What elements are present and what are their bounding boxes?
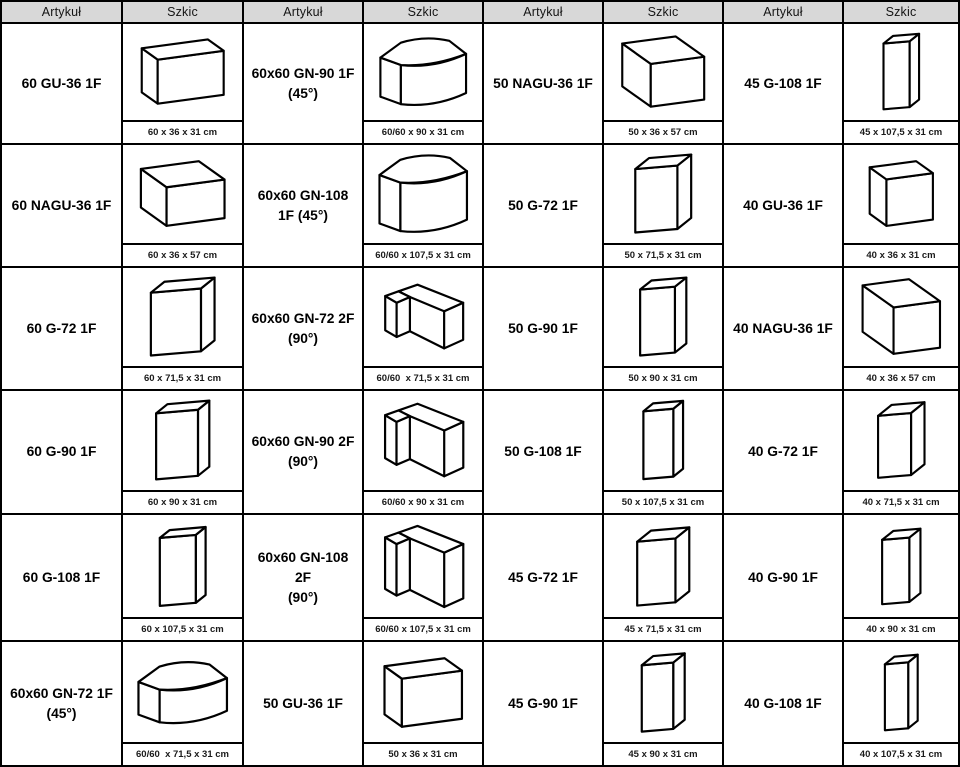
article-code <box>252 432 355 472</box>
article-cell <box>724 24 844 145</box>
article-cell <box>484 145 604 268</box>
article-cell <box>244 391 364 515</box>
article-code <box>23 568 100 588</box>
article-code-line: 60x60 GN-90 1F <box>251 65 355 81</box>
sketch-drawing-area <box>123 145 242 243</box>
article-code-line: 60 G-72 1F <box>26 320 97 336</box>
article-code-line: 60x60 GN-72 1F <box>10 685 113 701</box>
cabinet-sketch-icon <box>366 644 480 741</box>
sketch-dimensions: 60 x 36 x 57 cm <box>123 243 242 266</box>
article-cell <box>2 24 123 145</box>
sketch-cell <box>604 642 724 767</box>
article-code <box>504 442 581 462</box>
cabinet-sketch-icon <box>125 392 240 488</box>
sketch-drawing-area <box>364 515 482 617</box>
sketch-drawing-area <box>844 24 958 120</box>
article-code-line: 40 G-72 1F <box>748 444 818 459</box>
cabinet-sketch-icon <box>606 25 720 118</box>
sketch-cell <box>844 145 960 268</box>
article-code-line: 40 NAGU-36 1F <box>733 320 833 336</box>
article-cell <box>2 391 123 515</box>
article-code-line: 45 G-90 1F <box>508 695 578 711</box>
article-cell <box>2 642 123 767</box>
cabinet-sketch-icon <box>125 644 240 741</box>
article-cell <box>484 391 604 515</box>
sketch-drawing-area <box>604 145 722 243</box>
article-cell <box>724 268 844 391</box>
sketch-drawing-area <box>364 145 482 243</box>
sketch-dimensions: 40 x 107,5 x 31 cm <box>844 742 958 765</box>
article-code <box>744 74 821 94</box>
cabinet-sketch-icon <box>846 517 957 616</box>
article-code-line: 60 GU-36 1F <box>21 75 102 91</box>
sketch-drawing-area <box>364 268 482 366</box>
cabinet-sketch-icon <box>606 644 720 741</box>
article-code-line: 60 G-90 1F <box>26 444 97 459</box>
sketch-dimensions: 40 x 36 x 57 cm <box>844 366 958 389</box>
cabinet-sketch-icon <box>846 392 957 488</box>
cabinet-sketch-icon <box>846 269 957 364</box>
article-code-line: 50 G-90 1F <box>508 320 578 336</box>
sketch-cell <box>844 515 960 642</box>
article-code-line: (90°) <box>287 589 319 605</box>
cabinet-sketch-icon <box>606 269 720 364</box>
sketch-dimensions: 40 x 71,5 x 31 cm <box>844 490 958 513</box>
article-code-line: 50 NAGU-36 1F <box>493 75 593 91</box>
cabinet-sketch-icon <box>366 146 480 241</box>
article-code-line: 45 G-108 1F <box>744 75 822 91</box>
sketch-dimensions: 60/60 x 90 x 31 cm <box>364 120 482 143</box>
article-cell <box>244 24 364 145</box>
article-code-line: (45°) <box>46 705 77 721</box>
article-code-line: (90°) <box>287 454 319 469</box>
column-header-article: Artykuł <box>244 2 364 24</box>
column-header-article: Artykuł <box>2 2 123 24</box>
cabinet-sketch-icon <box>606 146 720 241</box>
cabinet-sketch-icon <box>606 517 720 616</box>
sketch-cell <box>123 268 244 391</box>
sketch-cell <box>604 145 724 268</box>
article-code-line: 60 G-108 1F <box>22 569 101 585</box>
sketch-cell <box>364 642 484 767</box>
sketch-drawing-area <box>604 391 722 490</box>
article-code-line: 40 G-108 1F <box>744 695 822 711</box>
article-cell <box>2 268 123 391</box>
article-code-line: (90°) <box>287 330 319 346</box>
sketch-cell <box>123 515 244 642</box>
sketch-dimensions: 60/60 x 71,5 x 31 cm <box>364 366 482 389</box>
sketch-dimensions: 60/60 x 107,5 x 31 cm <box>364 617 482 640</box>
sketch-cell <box>844 642 960 767</box>
article-code <box>508 196 578 216</box>
sketch-cell <box>844 268 960 391</box>
sketch-drawing-area <box>844 145 958 243</box>
sketch-dimensions: 60/60 x 71,5 x 31 cm <box>123 742 242 765</box>
sketch-dimensions: 60/60 x 90 x 31 cm <box>364 490 482 513</box>
column-header-sketch: Szkic <box>604 2 724 24</box>
article-cell <box>484 642 604 767</box>
sketch-cell <box>364 515 484 642</box>
sketch-cell <box>364 24 484 145</box>
article-code <box>12 196 112 216</box>
sketch-cell <box>844 391 960 515</box>
article-code-line: 45 G-72 1F <box>508 569 578 585</box>
article-cell <box>244 145 364 268</box>
sketch-drawing-area <box>364 391 482 490</box>
article-code-line: 60x60 GN-108 <box>257 549 349 565</box>
cabinet-sketch-icon <box>125 517 240 616</box>
sketch-dimensions: 50 x 36 x 31 cm <box>364 742 482 765</box>
article-code-line: 60 NAGU-36 1F <box>11 197 112 213</box>
sketch-cell <box>123 642 244 767</box>
sketch-dimensions: 60 x 71,5 x 31 cm <box>123 366 242 389</box>
sketch-dimensions: 60 x 36 x 31 cm <box>123 120 242 143</box>
article-code <box>22 74 102 94</box>
sketch-dimensions: 60 x 107,5 x 31 cm <box>123 617 242 640</box>
sketch-dimensions: 50 x 36 x 57 cm <box>604 120 722 143</box>
column-header-sketch: Szkic <box>364 2 484 24</box>
sketch-drawing-area <box>604 642 722 742</box>
sketch-drawing-area <box>844 642 958 742</box>
article-code-line: 60x60 GN-90 2F <box>251 434 355 449</box>
article-code <box>748 442 818 462</box>
sketch-drawing-area <box>364 642 482 742</box>
sketch-cell <box>123 145 244 268</box>
article-code <box>258 186 349 226</box>
sketch-drawing-area <box>604 24 722 120</box>
article-code <box>27 319 97 339</box>
article-code-line: 50 G-108 1F <box>504 444 582 459</box>
sketch-cell <box>604 515 724 642</box>
sketch-dimensions: 60 x 90 x 31 cm <box>123 490 242 513</box>
article-code-line: (45°) <box>287 85 319 101</box>
article-cell <box>724 642 844 767</box>
sketch-drawing-area <box>123 515 242 617</box>
article-code <box>263 694 343 714</box>
cabinet-sketch-icon <box>606 392 720 488</box>
sketch-drawing-area <box>123 642 242 742</box>
sketch-cell <box>364 145 484 268</box>
article-code-line: 50 G-72 1F <box>508 197 578 213</box>
sketch-cell <box>844 24 960 145</box>
article-code <box>748 568 818 588</box>
cabinet-sketch-icon <box>846 146 957 241</box>
article-code <box>252 309 355 349</box>
sketch-dimensions: 40 x 36 x 31 cm <box>844 243 958 266</box>
sketch-cell <box>123 24 244 145</box>
article-code <box>10 684 113 724</box>
article-code-line: 50 GU-36 1F <box>263 695 343 711</box>
sketch-drawing-area <box>844 515 958 617</box>
article-code-line: 40 G-90 1F <box>748 569 818 585</box>
sketch-drawing-area <box>123 268 242 366</box>
article-code <box>508 319 578 339</box>
article-code-line: 1F (45°) <box>277 207 328 223</box>
article-code-line: 60x60 GN-72 2F <box>251 310 355 326</box>
article-cell <box>724 515 844 642</box>
sketch-dimensions: 50 x 71,5 x 31 cm <box>604 243 722 266</box>
article-cell <box>724 145 844 268</box>
sketch-dimensions: 40 x 90 x 31 cm <box>844 617 958 640</box>
cabinet-sketch-icon <box>366 517 480 616</box>
article-cell <box>244 268 364 391</box>
article-cell <box>2 145 123 268</box>
article-code-line: 40 GU-36 1F <box>743 197 823 213</box>
sketch-dimensions: 45 x 90 x 31 cm <box>604 742 722 765</box>
cabinet-sketch-icon <box>125 269 240 364</box>
article-code-line: 60x60 GN-108 <box>257 187 349 203</box>
article-code <box>27 442 97 462</box>
sketch-cell <box>604 268 724 391</box>
sketch-drawing-area <box>364 24 482 120</box>
article-cell <box>244 515 364 642</box>
sketch-cell <box>364 391 484 515</box>
cabinet-sketch-icon <box>366 392 480 488</box>
sketch-drawing-area <box>604 515 722 617</box>
cabinet-sketch-icon <box>366 25 480 118</box>
sketch-drawing-area <box>604 268 722 366</box>
sketch-cell <box>604 391 724 515</box>
cabinet-sketch-icon <box>125 25 240 118</box>
sketch-drawing-area <box>844 268 958 366</box>
article-code <box>743 196 823 216</box>
sketch-dimensions: 50 x 90 x 31 cm <box>604 366 722 389</box>
sketch-drawing-area <box>844 391 958 490</box>
article-code <box>252 64 355 104</box>
article-code <box>258 548 349 608</box>
column-header-sketch: Szkic <box>844 2 960 24</box>
cabinet-sketch-icon <box>366 269 480 364</box>
sketch-dimensions: 45 x 107,5 x 31 cm <box>844 120 958 143</box>
sketch-dimensions: 50 x 107,5 x 31 cm <box>604 490 722 513</box>
article-cell <box>724 391 844 515</box>
article-cell <box>484 268 604 391</box>
article-cell <box>484 515 604 642</box>
sketch-cell <box>123 391 244 515</box>
column-header-sketch: Szkic <box>123 2 244 24</box>
sketch-dimensions: 60/60 x 107,5 x 31 cm <box>364 243 482 266</box>
article-cell <box>244 642 364 767</box>
article-code <box>508 568 578 588</box>
article-cell <box>2 515 123 642</box>
article-code <box>493 74 593 94</box>
article-cell <box>484 24 604 145</box>
cabinet-sketch-icon <box>846 25 957 118</box>
sketch-dimensions: 45 x 71,5 x 31 cm <box>604 617 722 640</box>
article-code <box>733 319 833 339</box>
sketch-cell <box>364 268 484 391</box>
cabinet-sketch-icon <box>125 146 240 241</box>
sketch-cell <box>604 24 724 145</box>
sketch-drawing-area <box>123 24 242 120</box>
article-code <box>744 694 821 714</box>
column-header-article: Artykuł <box>484 2 604 24</box>
article-code <box>508 694 578 714</box>
sketch-drawing-area <box>123 391 242 490</box>
article-code-line: 2F <box>294 569 312 585</box>
column-header-article: Artykuł <box>724 2 844 24</box>
cabinet-sketch-icon <box>846 644 957 741</box>
